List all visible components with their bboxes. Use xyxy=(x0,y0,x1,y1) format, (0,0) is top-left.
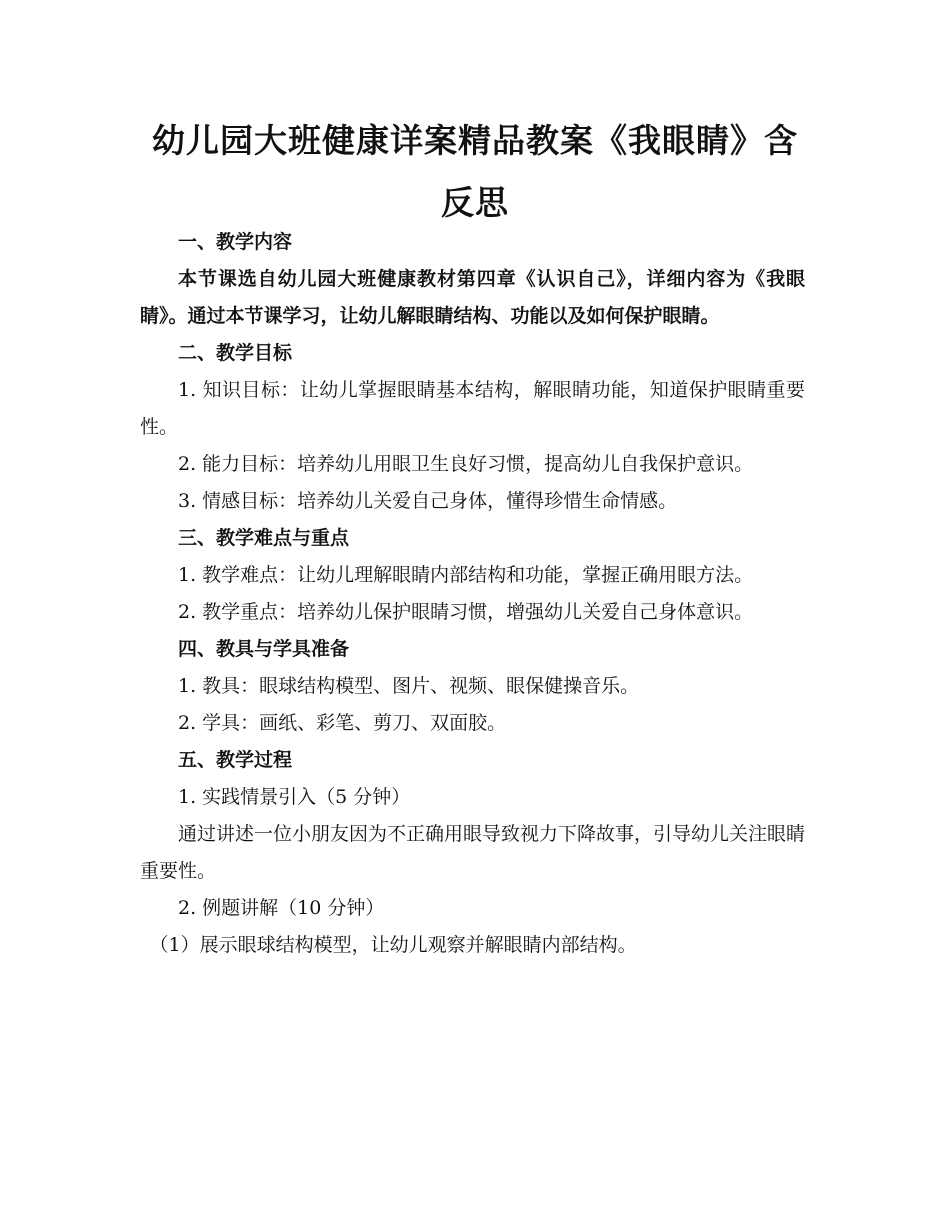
section-heading-difficulty: 三、教学难点与重点 xyxy=(178,527,350,549)
process-step-example: 2. 例题讲解（10 分钟） xyxy=(178,897,385,919)
document-body xyxy=(140,224,805,964)
document-title: 幼儿园大班健康详案精品教案《我眼睛》含反思 xyxy=(152,121,798,222)
key-point-item: 2. 教学重点：培养幼儿保护眼睛习惯，增强幼儿关爱自己身体意识。 xyxy=(178,601,754,623)
section-heading-content: 一、教学内容 xyxy=(178,231,293,253)
objective-knowledge: 1. 知识目标：让幼儿掌握眼睛基本结构，解眼睛功能，知道保护眼睛重要性。 xyxy=(140,379,805,438)
process-step-intro-text: 通过讲述一位小朋友因为不正确用眼导致视力下降故事，引导幼儿关注眼睛重要性。 xyxy=(140,823,806,882)
paragraph-content-intro: 本节课选自幼儿园大班健康教材第四章《认识自己》，详细内容为《我眼睛》。通过本节课学习，让幼儿解眼睛结构、功能以及如何保护眼睛。 xyxy=(140,268,805,327)
section-heading-objectives: 二、教学目标 xyxy=(178,342,293,364)
process-step-example-item: （1）展示眼球结构模型，让幼儿观察并解眼睛内部结构。 xyxy=(149,934,637,956)
process-step-intro: 1. 实践情景引入（5 分钟） xyxy=(178,786,411,808)
difficulty-item: 1. 教学难点：让幼儿理解眼睛内部结构和功能，掌握正确用眼方法。 xyxy=(178,564,754,586)
section-heading-process: 五、教学过程 xyxy=(178,749,293,771)
objective-emotion: 3. 情感目标：培养幼儿关爱自己身体，懂得珍惜生命情感。 xyxy=(178,490,678,512)
materials-student: 2. 学具：画纸、彩笔、剪刀、双面胶。 xyxy=(178,712,507,734)
section-heading-materials: 四、教具与学具准备 xyxy=(178,638,350,660)
objective-ability: 2. 能力目标：培养幼儿用眼卫生良好习惯，提高幼儿自我保护意识。 xyxy=(178,453,754,475)
materials-teacher: 1. 教具：眼球结构模型、图片、视频、眼保健操音乐。 xyxy=(178,675,640,697)
